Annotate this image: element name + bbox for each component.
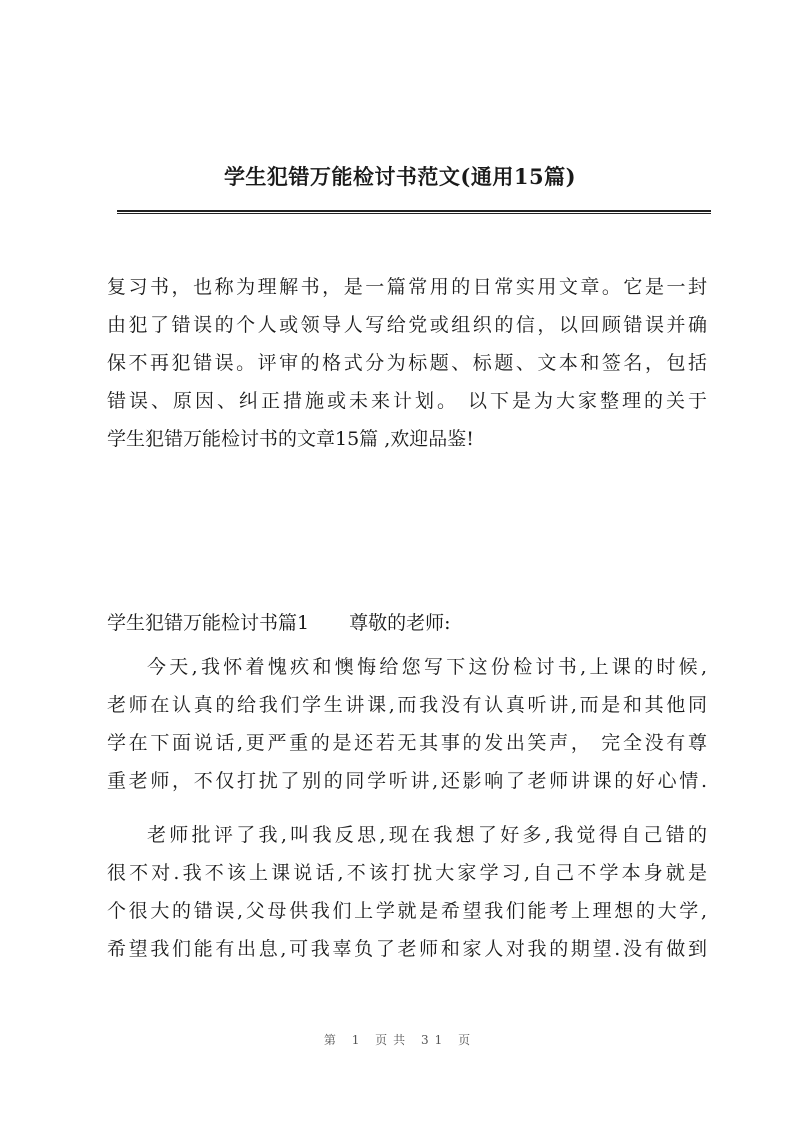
- body-line: 今天,我怀着愧疚和懊悔给您写下这份检讨书,上课的时候,: [147, 656, 707, 678]
- page-footer: 第 1 页共 31 页: [323, 1033, 477, 1047]
- intro-line: 学生犯错万能检讨书的文章15篇 ,欢迎品鉴!: [107, 428, 474, 450]
- body-line: 老师批评了我,叫我反思,现在我想了好多,我觉得自己错的: [147, 824, 707, 846]
- intro-line: 错误、原因、纠正措施或未来计划。 以下是为大家整理的关于: [107, 390, 707, 412]
- title-rule-thick: [117, 210, 711, 212]
- body-line: 老师在认真的给我们学生讲课,而我没有认真听讲,而是和其他同: [107, 694, 707, 716]
- section-heading-row: [107, 609, 707, 637]
- section-heading: 学生犯错万能检讨书篇1: [107, 612, 310, 634]
- body-line: 学在下面说话,更严重的是还若无其事的发出笑声， 完全没有尊: [107, 732, 707, 754]
- intro-line: 保不再犯错误。评审的格式分为标题、标题、文本和签名，包括: [107, 352, 707, 374]
- body-line: 个很大的错误,父母供我们上学就是希望我们能考上理想的大学,: [107, 900, 707, 922]
- intro-line: 复习书，也称为理解书，是一篇常用的日常实用文章。它是一封: [107, 276, 707, 298]
- body-line: 很不对.我不该上课说话,不该打扰大家学习,自己不学本身就是: [107, 862, 707, 884]
- salutation: 尊敬的老师:: [349, 612, 451, 634]
- document-title: 学生犯错万能检讨书范文(通用15篇): [223, 164, 577, 189]
- body-line: 重老师，不仅打扰了别的同学听讲,还影响了老师讲课的好心情.: [107, 770, 707, 792]
- title-rule-thin: [117, 213, 711, 214]
- body-line: 希望我们能有出息,可我辜负了老师和家人对我的期望.没有做到: [107, 938, 707, 960]
- intro-line: 由犯了错误的个人或领导人写给党或组织的信，以回顾错误并确: [107, 314, 707, 336]
